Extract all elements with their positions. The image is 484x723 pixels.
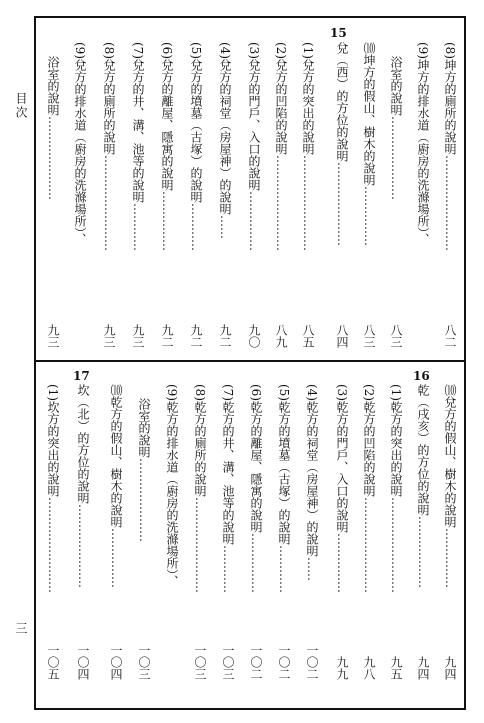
toc-entry: (1)兌方的突出的說明…………………… xyxy=(301,42,315,251)
toc-entry: ⑽兌方的假山、樹木的說明…………… xyxy=(443,384,457,588)
toc-entry: (4)兌方的祠堂（房屋神）的說明…… xyxy=(218,42,232,239)
toc-entry: (8)坤方的廁所的說明…………………… xyxy=(443,42,457,251)
toc-page: 一〇四 xyxy=(76,644,90,680)
toc-page: 九二 xyxy=(189,324,203,348)
toc-page: 一〇三 xyxy=(193,644,207,680)
toc-page: 九三 xyxy=(131,324,145,348)
toc-entry: ⑽乾方的假山、樹木的說明…………… xyxy=(109,384,123,588)
toc-entry: 坎（北）的方位的說明………………… xyxy=(76,384,90,588)
toc-page: 九三 xyxy=(102,324,116,348)
toc-entry: ⑽坤方的假山、樹木的說明…………… xyxy=(362,42,376,246)
page-number-label: 三 xyxy=(14,622,28,636)
toc-page: 九二 xyxy=(218,324,232,348)
toc-entry: (1)坎方的突出的說明…………………… xyxy=(46,384,60,593)
toc-page: 九四 xyxy=(416,656,430,680)
toc-margin-label: 目次 xyxy=(14,92,28,120)
toc-page: 八三 xyxy=(362,324,376,348)
toc-entry: (9)乾方的排水道（廚房的洗滌場所）、 xyxy=(165,384,179,587)
toc-entry: (8)兌方的廁所的說明…………………… xyxy=(102,42,116,251)
toc-page: 一〇四 xyxy=(109,644,123,680)
toc-entry: (9)兌方的排水道（廚房的洗滌場所）、 xyxy=(73,42,87,245)
section-number: 15 xyxy=(330,26,347,40)
toc-entry: (6)乾方的離屋、隱寓的說明…………… xyxy=(249,384,263,593)
toc-entry: (1)乾方的突出的說明…………………… xyxy=(389,384,403,593)
toc-page: 九五 xyxy=(389,656,403,680)
toc-page: 一〇三 xyxy=(221,644,235,680)
toc-page: 一〇二 xyxy=(277,644,291,680)
toc-page: 九九 xyxy=(335,656,349,680)
toc-entry: 浴室的說明………………… xyxy=(389,56,403,200)
half-divider xyxy=(34,360,466,362)
section-number: 16 xyxy=(413,369,430,383)
toc-page: 九三 xyxy=(46,324,60,348)
toc-entry: (7)乾方的井、溝、池等的說明………… xyxy=(221,384,235,593)
toc-entry: (7)兌方的井、溝、池等的說明………… xyxy=(131,42,145,251)
toc-entry: (4)乾方的祠堂（房屋神）的說明…… xyxy=(305,384,319,581)
toc-page: 八四 xyxy=(335,324,349,348)
toc-entry: (5)兌方的墳墓（古塚）的說明………… xyxy=(189,42,203,251)
toc-entry: (2)兌方的凹陷的說明…………………… xyxy=(274,42,288,251)
toc-entry: (5)乾方的墳墓（古塚）的說明………… xyxy=(277,384,291,593)
toc-page: 一〇二 xyxy=(249,644,263,680)
toc-entry: (6)兌方的離屋、隱寓的說明…………… xyxy=(160,42,174,251)
toc-entry: (3)乾方的門戶、入口的說明…………… xyxy=(335,384,349,593)
toc-entry: 兌（西）的方位的說明………………… xyxy=(335,42,349,246)
toc-page: 一〇二 xyxy=(305,644,319,680)
toc-entry: (8)乾方的廁所的說明…………………… xyxy=(193,384,207,593)
toc-page: 九二 xyxy=(160,324,174,348)
toc-entry: 浴室的說明………………… xyxy=(46,56,60,200)
toc-entry: (2)乾方的凹陷的說明…………………… xyxy=(362,384,376,593)
toc-page: 八五 xyxy=(301,324,315,348)
toc-page: 八二 xyxy=(443,324,457,348)
toc-page: 一〇三 xyxy=(137,644,151,680)
toc-page: 九八 xyxy=(362,656,376,680)
toc-page: 九〇 xyxy=(247,324,261,348)
toc-entry: 浴室的說明………………… xyxy=(137,398,151,542)
section-number: 17 xyxy=(73,369,90,383)
toc-page: 一〇五 xyxy=(46,644,60,680)
toc-entry: (3)兌方的門戶、入口的說明…………… xyxy=(247,42,261,251)
toc-entry: 乾（戌亥）的方位的說明……………… xyxy=(416,384,430,588)
toc-entry: (9)坤方的排水道（廚房的洗滌場所）、 xyxy=(416,42,430,245)
toc-page: 八三 xyxy=(389,324,403,348)
toc-page: 九四 xyxy=(443,656,457,680)
toc-page: 八九 xyxy=(274,324,288,348)
